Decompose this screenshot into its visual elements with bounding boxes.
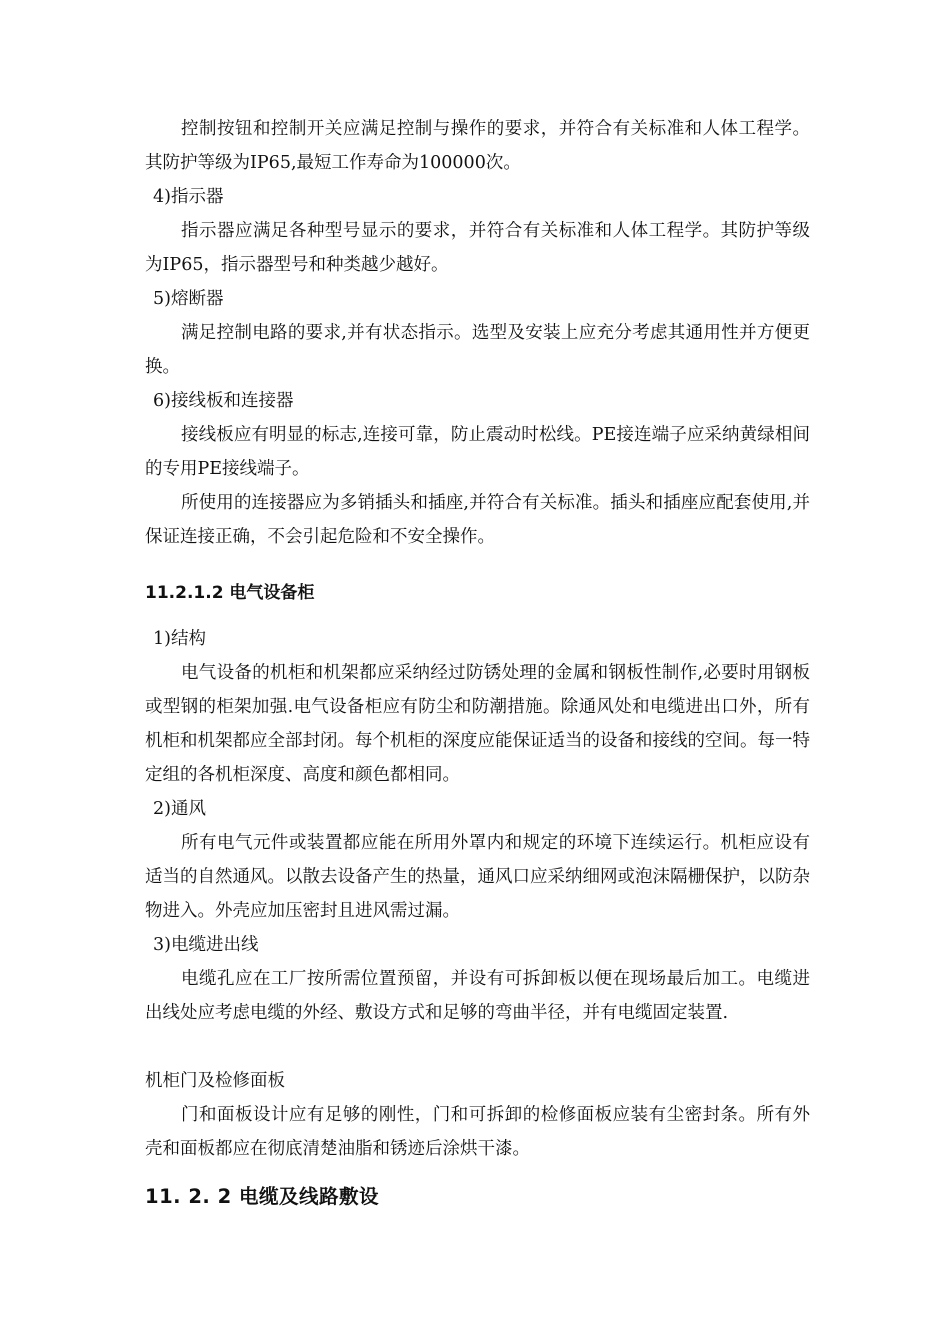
- item-label-cabinet-door: 机柜门及检修面板: [145, 1071, 285, 1091]
- section-heading-cable-laying: 11. 2. 2 电缆及线路敷设: [145, 1185, 379, 1208]
- paragraph-terminal-board: 接线板应有明显的标志,连接可靠，防止震动时松线。PE接连端子应采纳黄绿相间的专用PE接线端子。: [145, 425, 810, 479]
- item-label-terminal-connector: 6)接线板和连接器: [153, 391, 294, 411]
- paragraph-fuse: 满足控制电路的要求,并有状态指示。选型及安装上应充分考虑其通用性并方便更换。: [145, 323, 810, 377]
- item-label-structure: 1)结构: [153, 629, 206, 649]
- paragraph-ventilation: 所有电气元件或装置都应能在所用外罩内和规定的环境下连续运行。机柜应设有适当的自然通风。以散去设备产生的热量，通风口应采纳细网或泡沫隔栅保护，以防杂物进入。外壳应加压密封且进风需过漏。: [145, 833, 810, 921]
- paragraph-structure: 电气设备的机柜和机架都应采纳经过防锈处理的金属和钢板性制作,必要时用钢板或型钢的柜架加强.电气设备柜应有防尘和防潮措施。除通风处和电缆进出口外，所有机柜和机架都应全部封闭。每个机柜的深度应能保证适当的设备和接线的空间。每一特定组的各机柜深度、高度和颜色都相同。: [145, 663, 810, 785]
- paragraph-indicator: 指示器应满足各种型号显示的要求，并符合有关标准和人体工程学。其防护等级为IP65，指示器型号和种类越少越好。: [145, 221, 810, 275]
- item-label-cable-entry: 3)电缆进出线: [153, 935, 259, 955]
- item-label-ventilation: 2)通风: [153, 799, 206, 819]
- item-label-fuse: 5)熔断器: [153, 289, 224, 309]
- item-label-indicator: 4)指示器: [153, 187, 224, 207]
- paragraph-control-buttons: 控制按钮和控制开关应满足控制与操作的要求，并符合有关标准和人体工程学。其防护等级为IP65,最短工作寿命为100000次。: [145, 119, 810, 173]
- paragraph-cabinet-door: 门和面板设计应有足够的刚性，门和可拆卸的检修面板应装有尘密封条。所有外壳和面板都应在彻底清楚油脂和锈迹后涂烘干漆。: [145, 1105, 810, 1159]
- paragraph-cable-entry: 电缆孔应在工厂按所需位置预留，并设有可拆卸板以便在现场最后加工。电缆进出线处应考虑电缆的外经、敷设方式和足够的弯曲半径，并有电缆固定装置.: [145, 969, 810, 1023]
- paragraph-connector: 所使用的连接器应为多销插头和插座,并符合有关标准。插头和插座应配套使用,并保证连接正确，不会引起危险和不安全操作。: [145, 493, 810, 547]
- section-heading-electrical-cabinet: 11.2.1.2 电气设备柜: [145, 583, 315, 603]
